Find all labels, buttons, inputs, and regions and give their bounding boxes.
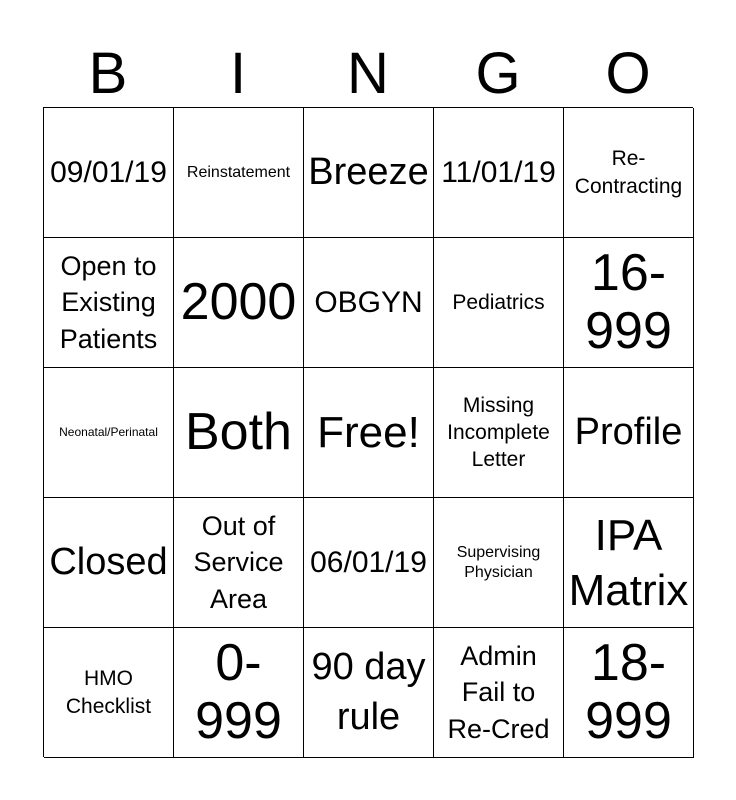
bingo-cell-r4c3[interactable] — [304, 498, 434, 628]
bingo-cell-r5c3[interactable] — [304, 628, 434, 758]
cell-text: Pediatrics — [452, 290, 545, 314]
header-letter-i: I — [229, 41, 247, 106]
cell-text: 90 day rule — [311, 646, 426, 738]
bingo-cell-r3c3[interactable] — [304, 368, 434, 498]
bingo-cell-r1c2[interactable] — [174, 108, 304, 238]
bingo-board — [43, 107, 693, 757]
bingo-cell-r1c5[interactable] — [564, 108, 694, 238]
cell-text: 11/01/19 — [441, 155, 556, 189]
cell-text: Both — [185, 402, 292, 461]
bingo-cell-r4c5[interactable] — [564, 498, 694, 628]
cell-text: Admin Fail to Re-Cred — [447, 640, 550, 744]
bingo-cell-r5c5[interactable] — [564, 628, 694, 758]
cell-text: Out of Service Area — [193, 510, 284, 614]
cell-text: 0- 999 — [195, 634, 282, 750]
cell-text: 16- 999 — [585, 244, 672, 360]
cell-text: IPA Matrix — [568, 510, 689, 615]
cell-text: Breeze — [308, 150, 429, 193]
bingo-cell-r5c2[interactable] — [174, 628, 304, 758]
bingo-cell-r3c5[interactable] — [564, 368, 694, 498]
cell-text: 06/01/19 — [310, 545, 427, 579]
bingo-cell-r2c2[interactable] — [174, 238, 304, 368]
cell-text: Neonatal/Perinatal — [59, 425, 158, 440]
header-letter-b: B — [88, 41, 128, 106]
cell-text: Supervising Physician — [456, 544, 541, 581]
bingo-cell-r2c3[interactable] — [304, 238, 434, 368]
header-letter-g: G — [475, 41, 521, 106]
cell-text: Free! — [317, 408, 420, 457]
cell-text: Missing Incomplete Letter — [447, 393, 550, 472]
bingo-cell-r1c1[interactable] — [44, 108, 174, 238]
header-letter-o: O — [605, 41, 651, 106]
bingo-cell-r3c2[interactable] — [174, 368, 304, 498]
cell-text: HMO Checklist — [65, 667, 152, 718]
bingo-cell-r5c1[interactable] — [44, 628, 174, 758]
cell-text: Closed — [49, 540, 168, 583]
bingo-cell-r1c4[interactable] — [434, 108, 564, 238]
bingo-cell-r2c4[interactable] — [434, 238, 564, 368]
bingo-cell-r5c4[interactable] — [434, 628, 564, 758]
cell-text: 18- 999 — [585, 634, 672, 750]
bingo-cell-r3c4[interactable] — [434, 368, 564, 498]
bingo-cell-r2c1[interactable] — [44, 238, 174, 368]
bingo-cell-r1c3[interactable] — [304, 108, 434, 238]
bingo-header — [43, 40, 693, 108]
bingo-cell-r4c1[interactable] — [44, 498, 174, 628]
cell-text: Open to Existing Patients — [59, 250, 158, 354]
bingo-cell-r2c5[interactable] — [564, 238, 694, 368]
cell-text: Reinstatement — [186, 163, 291, 181]
bingo-cell-r4c2[interactable] — [174, 498, 304, 628]
cell-text: OBGYN — [314, 285, 423, 319]
bingo-cell-r3c1[interactable] — [44, 368, 174, 498]
cell-text: Profile — [574, 410, 683, 453]
bingo-cell-r4c4[interactable] — [434, 498, 564, 628]
cell-text: 2000 — [180, 272, 297, 331]
header-letter-n: N — [347, 41, 389, 106]
cell-text: Re- Contracting — [574, 147, 683, 198]
cell-text: 09/01/19 — [50, 155, 167, 189]
